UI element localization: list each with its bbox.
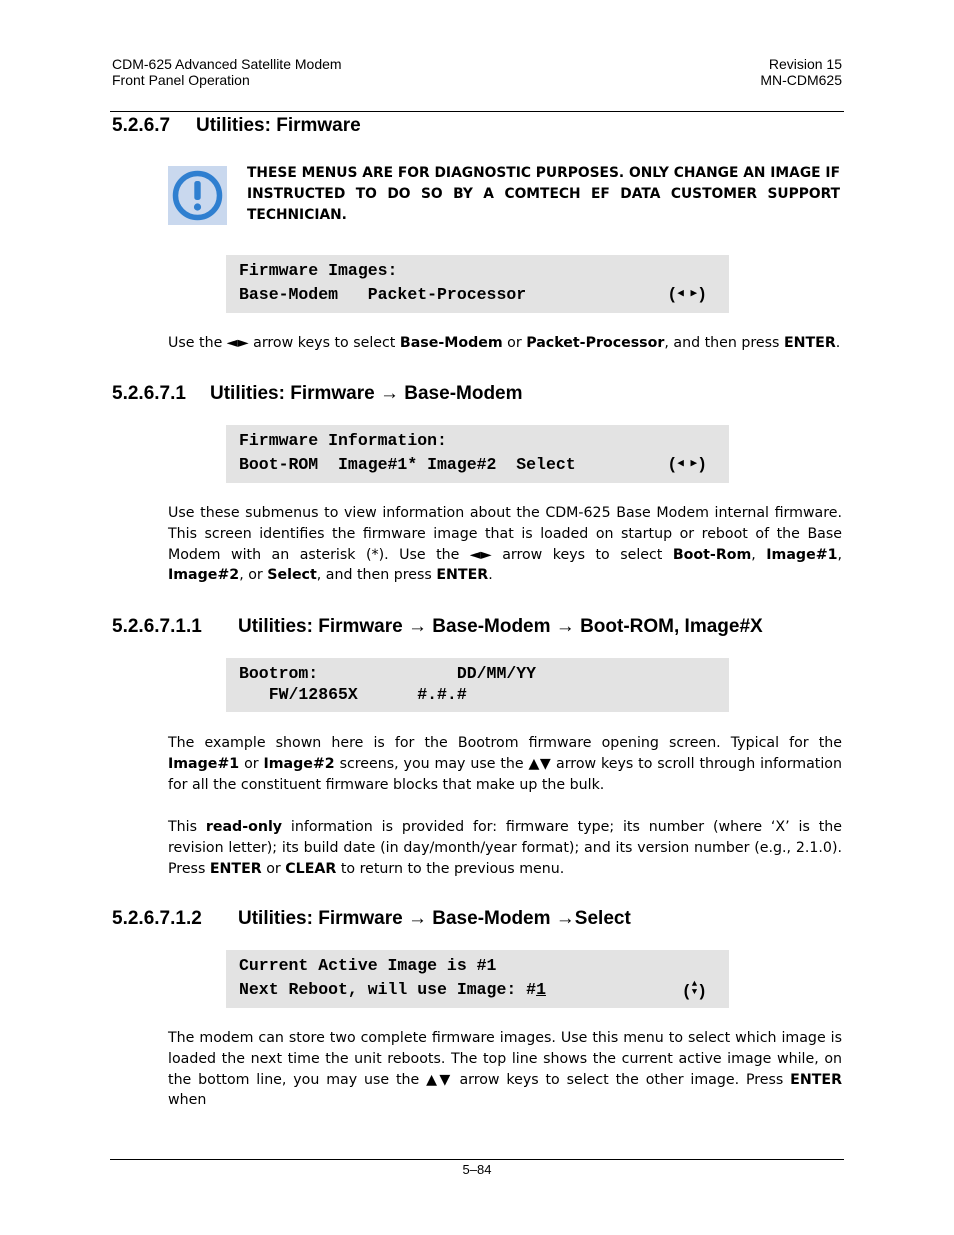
paragraph-select-image: Use the ◄► arrow keys to select Base-Modem or Packet-Processor, and then press ENTER. — [168, 335, 841, 351]
section-heading-select — [112, 908, 631, 930]
lcd-line-2: Base-Modem Packet-Processor — [239, 285, 527, 304]
section-title: Utilities: Firmware — [196, 115, 361, 136]
paragraph-bootrom-example: The example shown here is for the Bootrom firmware opening screen. Typical for the Image#1 or Image#2 screens, you may use the ▲▼ arrow keys to scroll through information for all the constituent firmware blocks that make up the bulk. — [168, 735, 842, 793]
lcd-line-2: FW/12865X #.#.# — [239, 685, 467, 704]
section-heading-base-modem — [112, 383, 523, 405]
manual-number: MN-CDM625 — [760, 72, 842, 88]
warning-text: THESE MENUS ARE FOR DIAGNOSTIC PURPOSES. ONLY CHANGE AN IMAGE IF INSTRUCTED TO DO SO BY A COMTECH EF DATA CUSTOMER SUPPORT TECHNICIAN. — [247, 165, 840, 223]
lcd-line-1: Bootrom: DD/MM/YY — [239, 664, 537, 683]
up-down-arrows-icon: (▲ ▼) — [681, 979, 707, 1001]
section-number: 5.2.6.7.1.2 — [112, 908, 202, 929]
lcd-line-1: Firmware Information: — [239, 431, 447, 450]
running-header-right — [760, 56, 842, 88]
footer-rule — [110, 1159, 844, 1160]
paragraph-two-images: The modem can store two complete firmware images. Use this menu to select which image is loaded the next time the unit reboots. The top line shows the current active image while, on the bottom line, you may use the ▲▼ arrow keys to select the other image. Press ENTER when — [168, 1030, 842, 1109]
section-heading-boot-rom — [112, 616, 763, 638]
section-number: 5.2.6.7 — [112, 115, 171, 136]
left-right-arrows-icon: (◀ ▶) — [667, 285, 707, 304]
revision-label: Revision 15 — [768, 56, 842, 72]
lcd-bootrom — [226, 658, 729, 712]
section-number: 5.2.6.7.1.1 — [112, 616, 202, 637]
lcd-firmware-information — [226, 425, 729, 483]
page-number: 5–84 — [462, 1162, 492, 1177]
section-number: 5.2.6.7.1 — [112, 383, 186, 404]
lcd-select-image — [226, 950, 729, 1008]
lcd-firmware-images — [226, 255, 729, 313]
lcd-line-2: Next Reboot, will use Image: #1 — [239, 980, 546, 999]
section-title: Utilities: Firmware → Base-Modem → Boot-ROM, Image#X — [238, 616, 763, 637]
lcd-line-2: Boot-ROM Image#1* Image#2 Select — [239, 455, 576, 474]
lcd-line-1: Firmware Images: — [239, 261, 398, 280]
left-right-arrows-icon: (◀ ▶) — [667, 455, 707, 474]
header-rule — [110, 111, 844, 112]
lcd-cursor-value: 1 — [536, 980, 546, 999]
section-title: Utilities: Firmware → Base-Modem →Select — [238, 908, 631, 929]
paragraph-read-only-info: This read-only information is provided for: firmware type; its number (where ‘X’ is the revision letter); its build date (in day/month/year format); and its version number (e.g., 2.1.0). Press ENTER or CLEAR to return to the previous menu. — [168, 819, 842, 877]
running-header-left — [112, 56, 342, 88]
section-heading-firmware — [112, 115, 361, 137]
chapter-title: Front Panel Operation — [112, 72, 250, 88]
exclamation-circle-icon — [168, 166, 227, 225]
doc-title: CDM-625 Advanced Satellite Modem — [112, 56, 342, 72]
paragraph-base-modem-info: Use these submenus to view information about the CDM-625 Base Modem internal firmware. This screen identifies the firmware image that is loaded on startup or reboot of the Base Modem with an asterisk (*). Use the ◄► arrow keys to select Boot-Rom, Image#1, Image#2, or Select, and then press ENTER. — [168, 505, 842, 584]
lcd-line-1: Current Active Image is #1 — [239, 956, 497, 975]
section-title: Utilities: Firmware → Base-Modem — [210, 383, 523, 404]
